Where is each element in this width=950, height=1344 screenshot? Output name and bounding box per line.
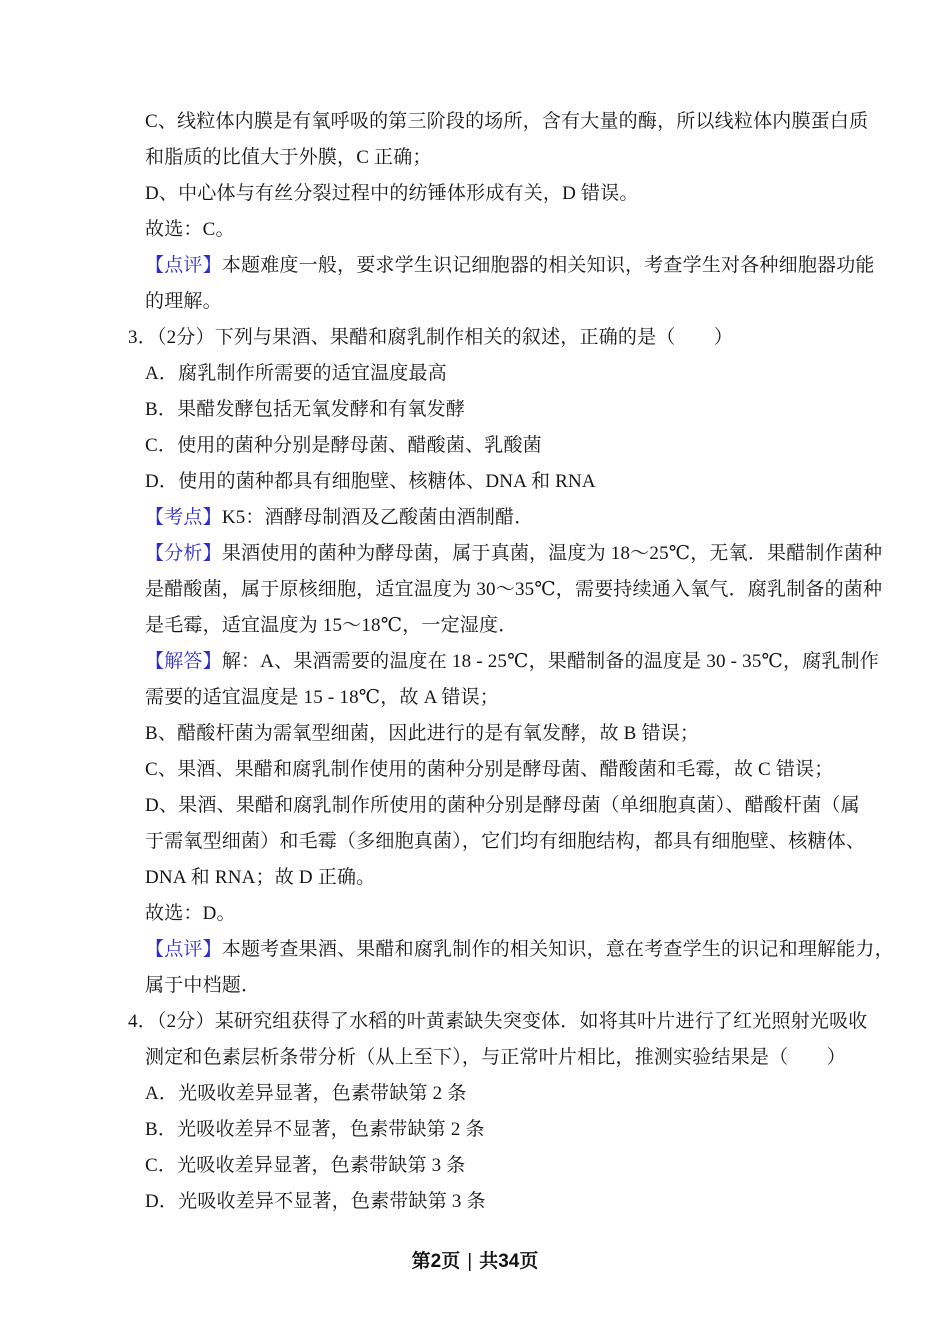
text-line [145,1184,855,1220]
section-label: 【点评】 [145,939,222,960]
text-segment: D．光吸收差异不显著，色素带缺第 3 条 [145,1191,486,1212]
text-segment: DNA 和 RNA；故 D 正确。 [145,867,376,888]
text-line [145,1112,855,1148]
text-segment: A．光吸收差异显著，色素带缺第 2 条 [145,1083,467,1104]
text-line [145,608,855,644]
text-segment: 是毛霉，适宜温度为 15～18℃，一定湿度． [145,615,518,636]
footer-total-pages: 共34页 [479,1251,539,1272]
question-line [128,1004,868,1040]
text-line [145,968,855,1004]
text-line [145,428,855,464]
section-label: 【解答】 [145,651,222,672]
text-segment: D、中心体与有丝分裂过程中的纺锤体形成有关，D 错误。 [145,183,639,204]
text-segment: 的理解。 [145,291,222,312]
text-line [145,788,860,824]
text-line [145,140,855,176]
page-footer [0,1248,950,1276]
text-line [145,104,869,140]
text-line [145,824,866,860]
text-line [145,716,855,752]
text-line [145,572,883,608]
text-segment: B、醋酸杆菌为需氧型细菌，因此进行的是有氧发酵，故 B 错误； [145,723,700,744]
text-line [145,752,855,788]
text-segment: 故选：D。 [145,903,236,924]
section-label: 【分析】 [145,543,222,564]
text-segment: 测定和色素层析条带分析（从上至下），与正常叶片相比，推测实验结果是（ ） [145,1047,846,1068]
text-segment: C．使用的菌种分别是酵母菌、醋酸菌、乳酸菌 [145,435,542,456]
text-segment: A．腐乳制作所需要的适宜温度最高 [145,363,447,384]
text-line [145,392,855,428]
text-segment: D、果酒、果醋和腐乳制作所使用的菌种分别是酵母菌（单细胞真菌）、醋酸杆菌（属 [145,795,860,816]
text-segment: D．使用的菌种都具有细胞壁、核糖体、DNA 和 RNA [145,471,596,492]
text-segment: 本题考查果酒、果醋和腐乳制作的相关知识，意在考查学生的识记和理解能力， [221,939,894,960]
text-line [145,1076,855,1112]
text-segment: K5：酒酵母制酒及乙酸菌由酒制醋． [221,507,534,528]
text-segment: 4．（2分）某研究组获得了水稻的叶黄素缺失突变体．如将其叶片进行了红光照射光吸收 [128,1011,868,1032]
text-line [145,896,855,932]
footer-separator: | [467,1251,473,1272]
text-line [145,176,855,212]
footer-page-number: 第2页 [411,1251,461,1272]
text-segment: 需要的适宜温度是 15 - 18℃，故 A 错误； [145,687,500,708]
text-segment: B．光吸收差异不显著，色素带缺第 2 条 [145,1119,485,1140]
document-content [128,104,894,1220]
section-label: 【考点】 [145,507,222,528]
text-line [145,680,855,716]
text-line [145,1148,855,1184]
question-line [128,320,855,356]
text-segment: 是醋酸菌，属于原核细胞，适宜温度为 30～35℃，需要持续通入氧气．腐乳制备的菌种 [145,579,883,600]
section-label: 【点评】 [145,255,222,276]
text-segment: B．果醋发酵包括无氧发酵和有氧发酵 [145,399,466,420]
text-segment: 故选：C。 [145,219,235,240]
text-segment: 果酒使用的菌种为酵母菌，属于真菌，温度为 18～25℃，无氧．果醋制作菌种 [221,543,883,564]
text-line [145,536,883,572]
text-line [145,248,875,284]
text-segment: 于需氧型细菌）和毛霉（多细胞真菌），它们均有细胞结构，都具有细胞壁、核糖体、 [145,831,866,852]
text-line [145,644,879,680]
text-line [145,1040,855,1076]
text-segment: 本题难度一般，要求学生识记细胞器的相关知识，考查学生对各种细胞器功能 [221,255,875,276]
text-line [145,356,855,392]
text-line [145,284,855,320]
text-line [145,860,855,896]
text-segment: 属于中档题． [145,975,261,996]
text-segment: 3．（2分）下列与果酒、果醋和腐乳制作相关的叙述，正确的是（ ） [128,327,734,348]
text-segment: 和脂质的比值大于外膜，C 正确； [145,147,432,168]
text-line [145,932,894,968]
text-line [145,212,855,248]
text-segment: C、线粒体内膜是有氧呼吸的第三阶段的场所，含有大量的酶，所以线粒体内膜蛋白质 [145,111,869,132]
text-segment: C．光吸收差异显著，色素带缺第 3 条 [145,1155,466,1176]
text-line [145,500,855,536]
text-line [145,464,855,500]
text-segment: C、果酒、果醋和腐乳制作使用的菌种分别是酵母菌、醋酸菌和毛霉，故 C 错误； [145,759,834,780]
text-segment: 解：A、果酒需要的温度在 18 - 25℃，果醋制备的温度是 30 - 35℃，腐乳制作 [221,651,879,672]
